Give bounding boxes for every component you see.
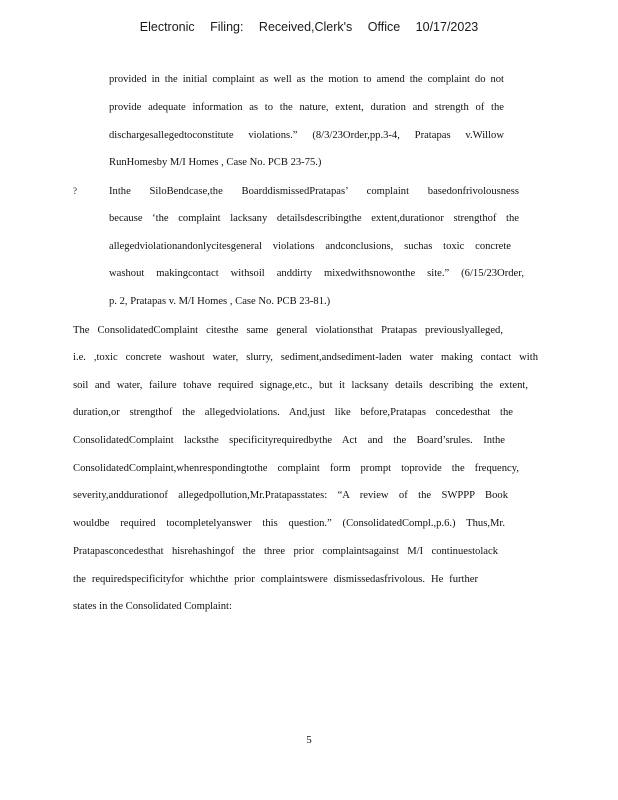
- text-line: i.e. ,toxic concrete washout water, slurry, sediment,andsediment-laden water making contact with: [73, 352, 538, 363]
- text-line: allegedviolationandonlycitesgeneral violations andconclusions, suchas toxic concrete: [109, 241, 511, 252]
- text-line: p. 2, Pratapas v. M/I Homes , Case No. PCB 23-81.): [109, 296, 331, 307]
- text-line: RunHomesby M/I Homes , Case No. PCB 23-75.): [109, 157, 322, 168]
- text-line: severity,anddurationof allegedpollution,Mr.Pratapasstates: “A review of the SWPPP Book: [73, 490, 508, 501]
- text-line: Pratapasconcedesthat hisrehashingof the three prior complaintsagainst M/I continuestolack: [73, 546, 498, 557]
- text-line: The ConsolidatedComplaint citesthe same general violationsthat Pratapas previouslyalleged,: [73, 325, 503, 336]
- text-line: washout makingcontact withsoil anddirty mixedwithsnowonthe site.” (6/15/23Order,: [109, 268, 524, 279]
- text-line: ConsolidatedComplaint lacksthe specificityrequiredbythe Act and the Board’srules. Inthe: [73, 435, 505, 446]
- text-line: wouldbe required tocompletelyanswer this question.” (ConsolidatedCompl.,p.6.) Thus,Mr.: [73, 518, 505, 529]
- filing-header: Electronic Filing: Received,Clerk's Office 10/17/2023: [139, 20, 479, 34]
- text-line: because ‘the complaint lacksany detailsdescribingthe extent,durationor strengthof the: [109, 213, 519, 224]
- text-line: Inthe SiloBendcase,the BoarddismissedPratapas’ complaint basedonfrivolousness: [109, 186, 519, 197]
- text-line: duration,or strengthof the allegedviolations. And,just like before,Pratapas concedesthat the: [73, 407, 513, 418]
- bullet-marker: ?: [73, 186, 77, 196]
- page-number: 5: [306, 734, 312, 746]
- text-line: the requiredspecificityfor whichthe prior complaintswere dismissedasfrivolous. He further: [73, 574, 478, 585]
- text-line: ConsolidatedComplaint,whenrespondingtothe complaint form prompt toprovide the frequency,: [73, 463, 519, 474]
- text-line: soil and water, failure tohave required signage,etc., but it lacksany details describing the extent,: [73, 380, 528, 391]
- text-line: provide adequate information as to the nature, extent, duration and strength of the: [109, 102, 504, 113]
- text-line: states in the Consolidated Complaint:: [73, 601, 232, 612]
- text-line: dischargesallegedtoconstitute violations.” (8/3/23Order,pp.3-4, Pratapas v.Willow: [109, 130, 504, 141]
- text-line: provided in the initial complaint as well as the motion to amend the complaint do not: [109, 74, 504, 85]
